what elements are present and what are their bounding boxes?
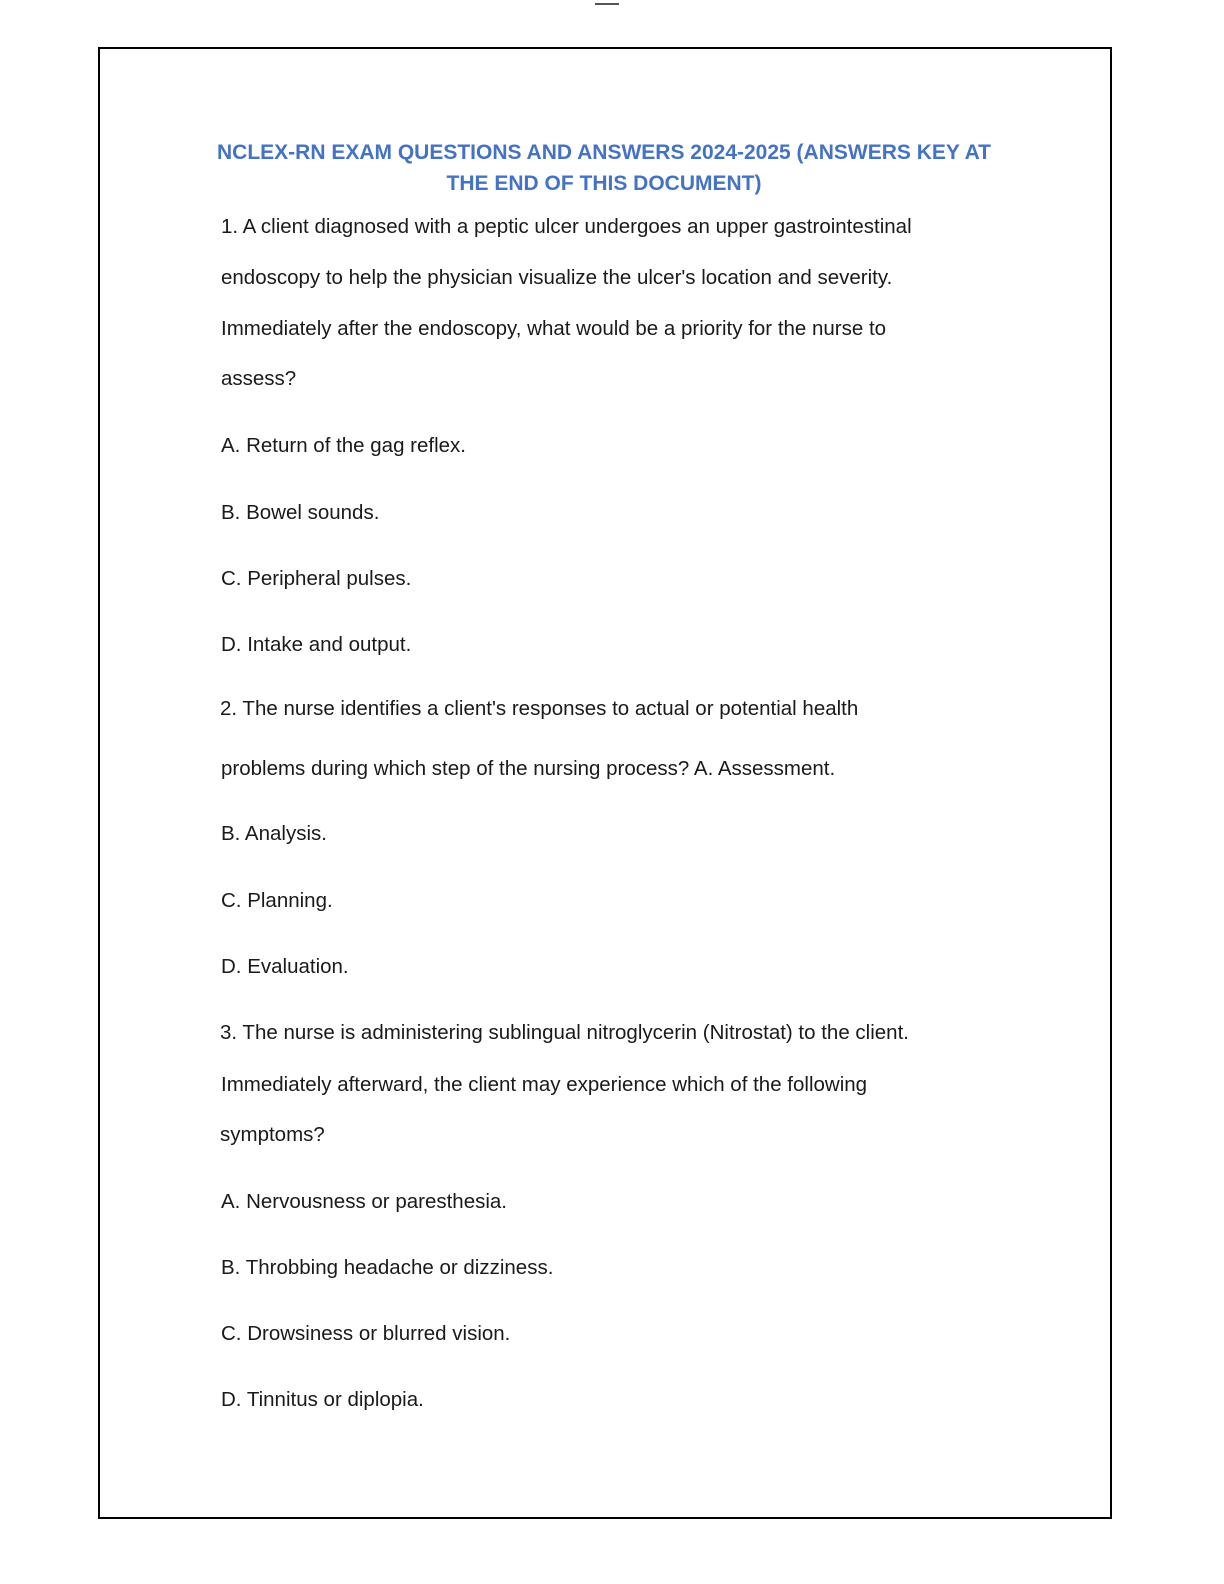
question-1-option-b: B. Bowel sounds. bbox=[221, 501, 380, 524]
question-1-stem-line-3: Immediately after the endoscopy, what would be a priority for the nurse to bbox=[221, 317, 887, 340]
question-3-option-c: C. Drowsiness or blurred vision. bbox=[221, 1322, 511, 1345]
question-2-option-b: B. Analysis. bbox=[221, 822, 327, 845]
question-1-option-a: A. Return of the gag reflex. bbox=[221, 434, 466, 457]
question-3-option-b: B. Throbbing headache or dizziness. bbox=[221, 1256, 554, 1279]
question-2-option-d: D. Evaluation. bbox=[221, 955, 349, 978]
question-1-stem-line-1: 1. A client diagnosed with a peptic ulcer undergoes an upper gastrointestinal bbox=[221, 215, 912, 238]
question-1-stem-line-4: assess? bbox=[221, 367, 297, 390]
question-3-stem-line-2: Immediately afterward, the client may experience which of the following bbox=[221, 1073, 868, 1096]
question-2-stem-line-2: problems during which step of the nursing process? A. Assessment. bbox=[221, 757, 836, 780]
question-1-stem-line-2: endoscopy to help the physician visualize the ulcer's location and severity. bbox=[221, 266, 893, 289]
question-3-stem-line-3: symptoms? bbox=[220, 1123, 325, 1146]
header-mark bbox=[595, 3, 619, 5]
question-1-option-c: C. Peripheral pulses. bbox=[221, 567, 412, 590]
question-3-stem-line-1: 3. The nurse is administering sublingual nitroglycerin (Nitrostat) to the client. bbox=[220, 1021, 909, 1044]
question-1-option-d: D. Intake and output. bbox=[221, 633, 412, 656]
question-2-option-c: C. Planning. bbox=[221, 889, 333, 912]
document-title: NCLEX-RN EXAM QUESTIONS AND ANSWERS 2024-2025 (ANSWERS KEY AT THE END OF THIS DOCUMENT) bbox=[216, 141, 992, 195]
question-3-option-d: D. Tinnitus or diplopia. bbox=[221, 1388, 424, 1411]
question-2-stem-line-1: 2. The nurse identifies a client's responses to actual or potential health bbox=[220, 697, 859, 720]
question-3-option-a: A. Nervousness or paresthesia. bbox=[221, 1190, 507, 1213]
